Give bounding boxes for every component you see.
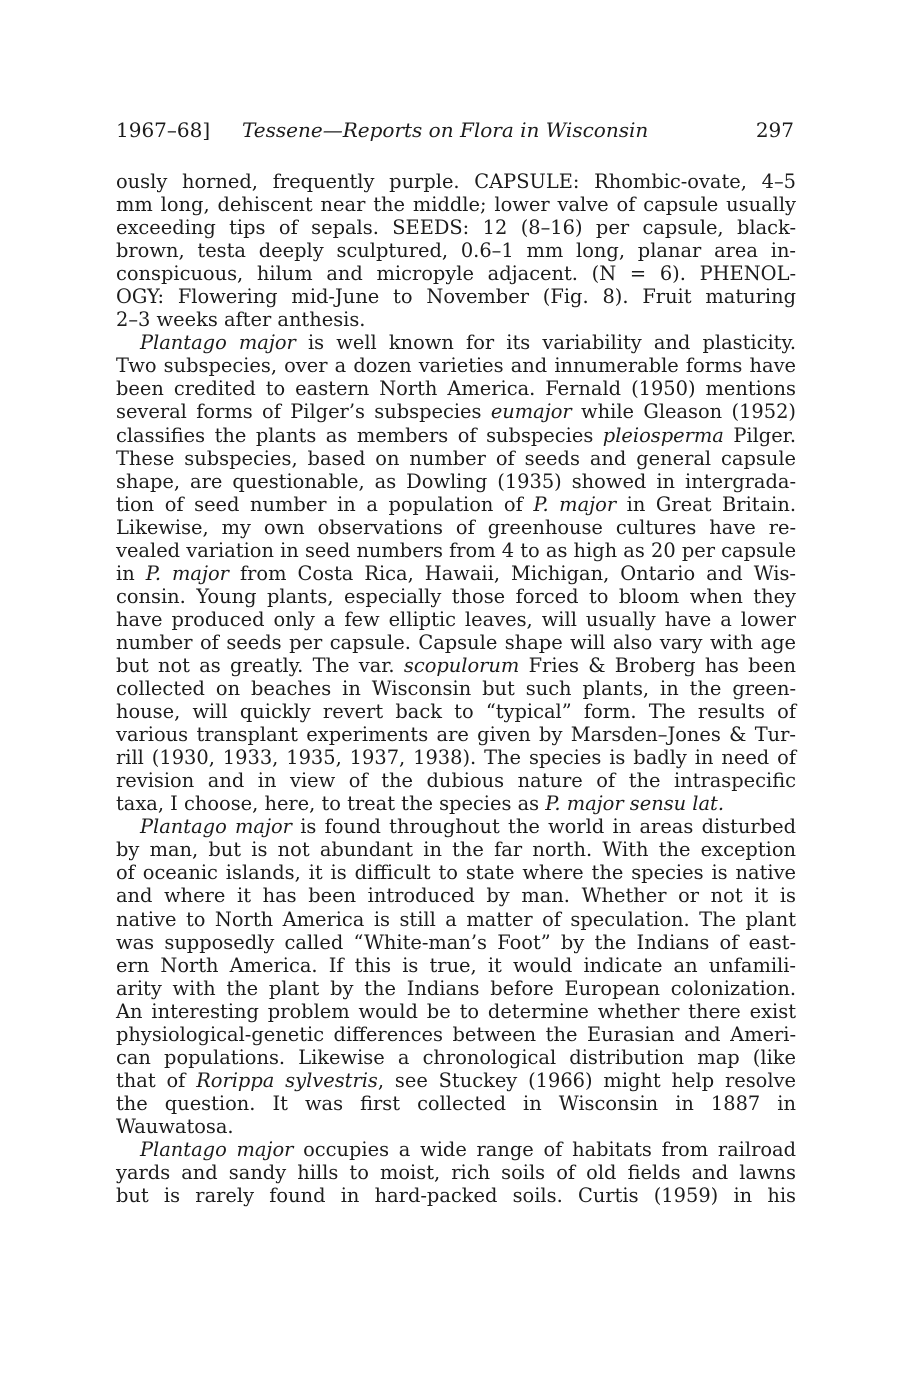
page-number: 297 — [755, 118, 794, 142]
text-line: conspicuous, hilum and micropyle adjacent. (N = 6). PHENOL- — [116, 262, 796, 286]
text-line: the question. It was first collected in Wisconsin in 1887 in — [116, 1091, 796, 1115]
text-line: been credited to eastern North America. Fernald (1950) mentions — [116, 377, 796, 401]
text-line: An interesting problem would be to determine whether there exist — [116, 999, 796, 1023]
text-line: house, will quickly revert back to “typical” form. The results of — [116, 700, 796, 724]
text-line: arity with the plant by the Indians before European colonization. — [116, 976, 796, 1000]
volume-years: 1967–68] — [116, 118, 211, 142]
text-line: physiological-genetic differences between the Eurasian and Ameri- — [116, 1022, 796, 1046]
text-line: 2–3 weeks after anthesis. — [116, 308, 366, 332]
text-line: consin. Young plants, especially those forced to bloom when they — [116, 584, 796, 608]
text-line: exceeding tips of sepals. SEEDS: 12 (8–16) per capsule, black- — [116, 216, 796, 240]
text-line: ously horned, frequently purple. CAPSULE: Rhombic-ovate, 4–5 — [116, 170, 796, 193]
text-line: by man, but is not abundant in the far north. With the exception — [116, 838, 796, 862]
text-line: yards and sandy hills to moist, rich soils of old fields and lawns — [116, 1161, 796, 1185]
running-title: Tessene—Reports on Flora in Wisconsin — [242, 118, 649, 142]
text-line: was supposedly called “White-man’s Foot” by the Indians of east- — [116, 930, 796, 954]
text-line: revision and in view of the dubious nature of the intraspecific — [116, 769, 796, 793]
text-line: Plantago major occupies a wide range of habitats from railroad — [140, 1137, 796, 1161]
text-line: Plantago major is found throughout the world in areas disturbed — [140, 815, 797, 839]
text-line: Plantago major is well known for its variability and plasticity. — [140, 331, 796, 355]
text-line: have produced only a few elliptic leaves, will usually have a lower — [116, 607, 796, 631]
text-line: Likewise, my own observations of greenhouse cultures have re- — [116, 515, 796, 539]
text-line: various transplant experiments are given by Marsden–Jones & Tur- — [116, 723, 796, 747]
text-line: These subspecies, based on number of seeds and general capsule — [116, 446, 796, 470]
text-line: tion of seed number in a population of P. major in Great Britain. — [116, 492, 796, 516]
text-line: collected on beaches in Wisconsin but such plants, in the green- — [116, 677, 796, 701]
text-line: but is rarely found in hard-packed soils. Curtis (1959) in his — [116, 1184, 796, 1208]
text-line: brown, testa deeply sculptured, 0.6–1 mm long, planar area in- — [116, 239, 796, 263]
text-line: rill (1930, 1933, 1935, 1937, 1938). The species is badly in need of — [116, 746, 796, 770]
text-line: shape, are questionable, as Dowling (1935) showed in intergrada- — [116, 469, 796, 493]
text-line: classifies the plants as members of subspecies pleiosperma Pilger. — [116, 423, 796, 447]
text-line: of oceanic islands, it is difficult to state where the species is native — [116, 861, 796, 885]
text-line: and where it has been introduced by man. Whether or not it is — [116, 884, 796, 908]
text-line: that of Rorippa sylvestris, see Stuckey (1966) might help resolve — [116, 1068, 796, 1092]
text-line: several forms of Pilger’s subspecies eumajor while Gleason (1952) — [116, 400, 796, 424]
text-line: vealed variation in seed numbers from 4 to as high as 20 per capsule — [116, 538, 797, 562]
text-line: mm long, dehiscent near the middle; lower valve of capsule usually — [116, 193, 796, 217]
text-line: ern North America. If this is true, it would indicate an unfamili- — [116, 953, 796, 977]
text-line: Wauwatosa. — [116, 1114, 234, 1138]
text-line: can populations. Likewise a chronological distribution map (like — [116, 1045, 796, 1069]
text-line: native to North America is still a matter of speculation. The plant — [116, 907, 796, 931]
text-line: number of seeds per capsule. Capsule shape will also vary with age — [116, 630, 796, 654]
text-line: OGY: Flowering mid-June to November (Fig. 8). Fruit maturing — [116, 285, 796, 309]
text-line: taxa, I choose, here, to treat the species as P. major sensu lat. — [116, 792, 725, 816]
text-line: but not as greatly. The var. scopulorum Fries & Broberg has been — [116, 653, 797, 677]
text-line: Two subspecies, over a dozen varieties and innumerable forms have — [116, 354, 796, 378]
text-line: in P. major from Costa Rica, Hawaii, Michigan, Ontario and Wis- — [116, 561, 796, 585]
article-body — [116, 170, 796, 1207]
running-header — [116, 115, 796, 145]
